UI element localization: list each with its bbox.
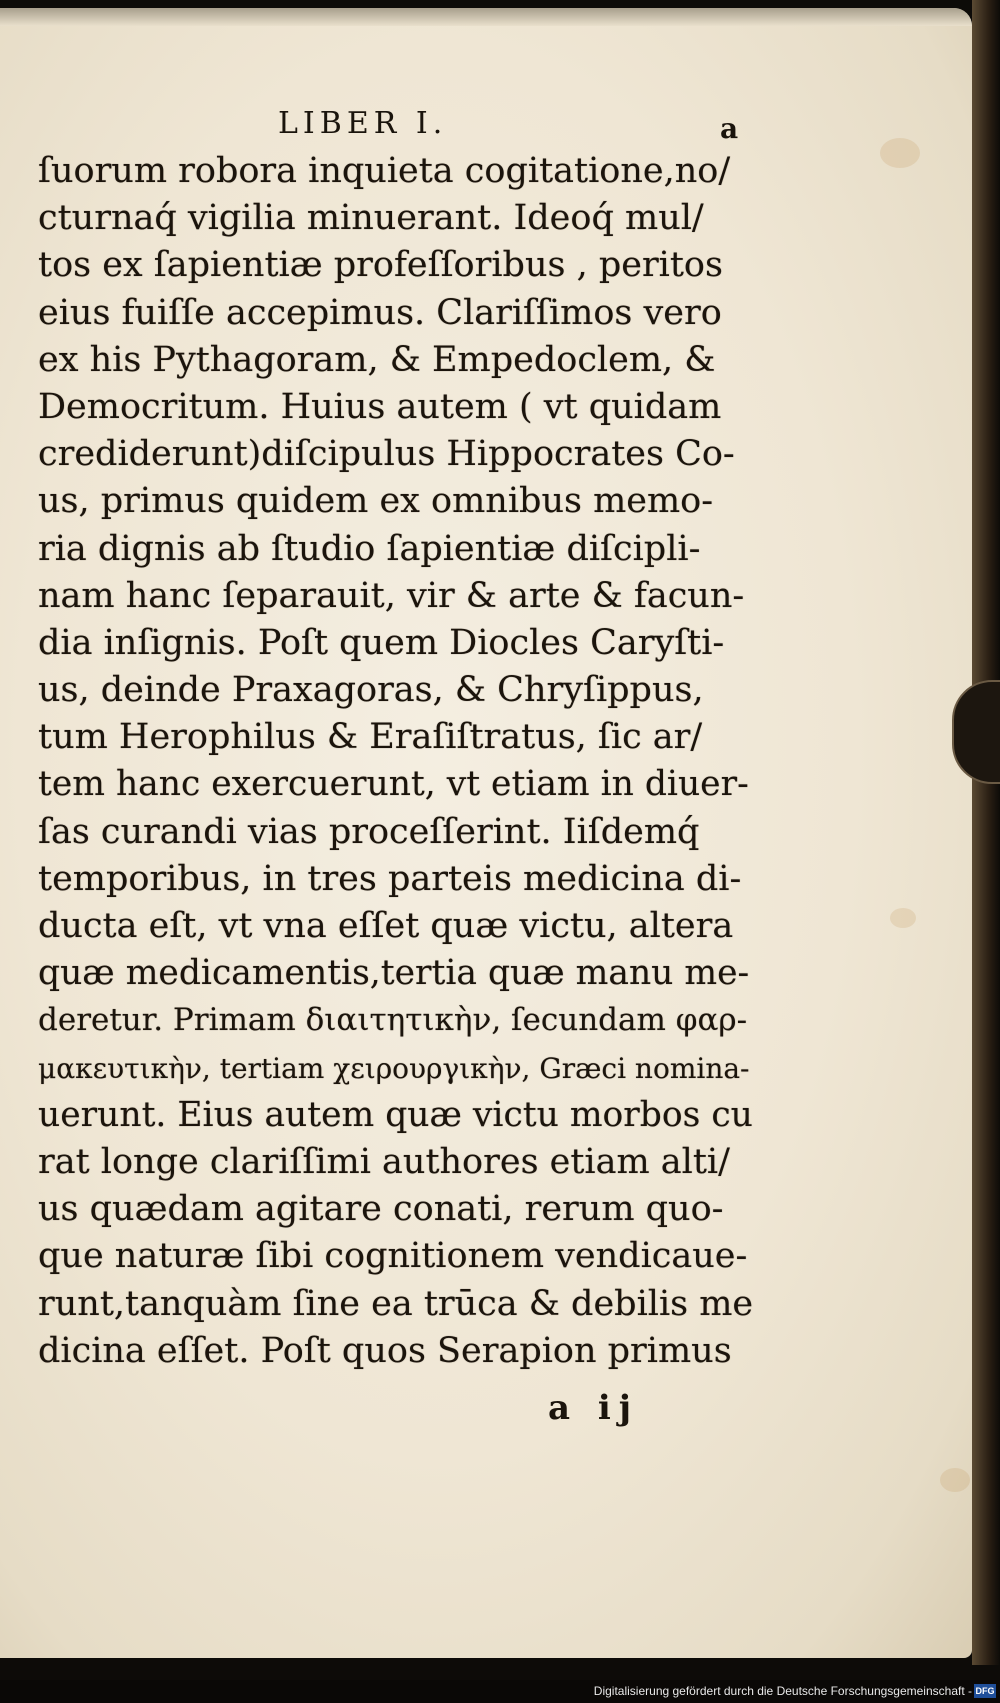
book-page: [0, 8, 972, 1658]
text-line: deretur. Primam διαιτητικὴν, ſecundam φαρ-: [38, 1002, 748, 1039]
text-line: us quædam agitare conati, rerum quo-: [38, 1189, 724, 1230]
text-line: tem hanc exercuerunt, vt etiam in diuer-: [38, 764, 749, 805]
text-line: ſas curandi vias proceſſerint. Iiſdemq́: [38, 811, 700, 852]
text-line: rat longe clariſſimi authores etiam alti/: [38, 1141, 730, 1182]
text-line: eius fuiſſe accepimus. Clariſſimos vero: [38, 292, 722, 333]
text-line: runt,tanquàm ſine ea trūca & debilis me: [38, 1283, 754, 1324]
page-top-edge: [0, 8, 972, 26]
text-line: Democritum. Huius autem ( vt quidam: [38, 386, 722, 427]
text-line: uerunt. Eius autem quæ victu morbos cu: [38, 1094, 753, 1135]
text-line: μακευτικὴν, tertiam χειρουργικὴν, Græci nomina-: [38, 1051, 750, 1085]
text-line: quæ medicamentis,tertia quæ manu me-: [38, 953, 750, 994]
text-block: [38, 148, 758, 1375]
running-head: [0, 106, 972, 146]
page-spine-edge: [972, 0, 1000, 1665]
text-line: crediderunt)diſcipulus Hippocrates Co-: [38, 434, 735, 475]
text-line: ſuorum robora inquieta cogitatione,no/: [38, 151, 731, 191]
foxing-stain: [890, 908, 916, 928]
text-line: ducta eſt, vt vna eſſet quæ victu, altera: [38, 906, 734, 946]
text-line: ria dignis ab ſtudio ſapientiæ diſcipli-: [38, 528, 701, 569]
folio-number: a: [720, 112, 739, 145]
text-line: us, primus quidem ex omnibus memo-: [38, 481, 714, 522]
signature-mark: a ij: [548, 1388, 640, 1428]
dfg-logo: DFG: [975, 1686, 995, 1696]
running-title: LIBER I.: [278, 106, 448, 141]
text-line: temporibus, in tres parteis medicina di-: [38, 858, 742, 899]
digitization-credit: Digitalisierung gefördert durch die Deutsche Forschungsgemeinschaft -: [593, 1684, 972, 1698]
text-line: tum Herophilus & Eraſiſtratus, ſic ar/: [38, 717, 703, 758]
text-line: ex his Pythagoram, & Empedoclem, &: [38, 339, 716, 380]
text-line: tos ex ſapientiæ profeſſoribus , peritos: [38, 245, 723, 286]
text-line: nam hanc ſeparauit, vir & arte & facun-: [38, 575, 745, 616]
text-line: que naturæ ſibi cognitionem vendicaue-: [38, 1236, 748, 1277]
text-line: cturnaq́ vigilia minuerant. Ideoq́ mul/: [38, 198, 704, 239]
text-line: dia inſignis. Poſt quem Diocles Caryſti-: [38, 622, 725, 663]
text-line: us, deinde Praxagoras, & Chryſippus,: [38, 670, 704, 711]
text-line: dicina eſſet. Poſt quos Serapion primus: [38, 1330, 732, 1371]
foxing-stain: [940, 1468, 970, 1492]
